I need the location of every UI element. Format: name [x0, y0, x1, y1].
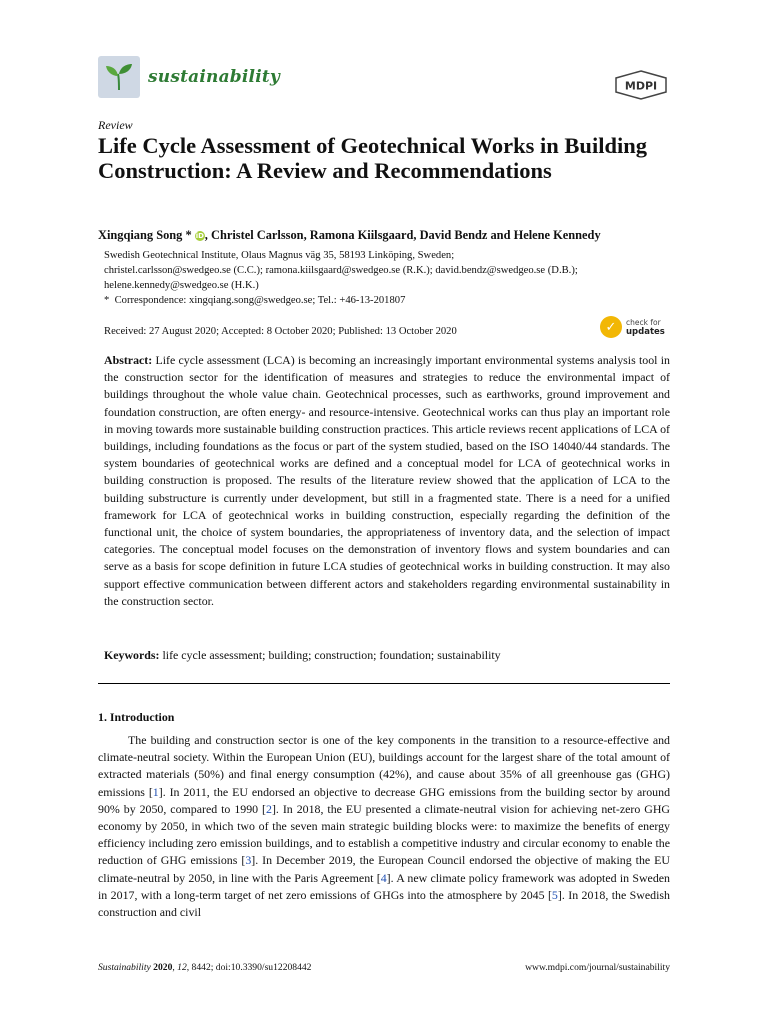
intro-text: ]. In December 2019, the European Council endorsed the objective of making the EU climate-neutral by 2050, in line with the Paris Agreement [: [98, 853, 670, 885]
affiliation-block: [104, 248, 674, 308]
intro-text: ]. A new climate policy framework was adopted in Sweden in 2017, with a long-term target of net zero emissions of GHGs into the atmosphere by 2045 [: [98, 870, 670, 902]
check-label: check for: [626, 317, 661, 327]
citation-footer: Sustainability 2020, 12, 8442; doi:10.3390/su12208442: [98, 962, 312, 973]
article-type: Review: [98, 118, 133, 132]
correspondence-text: Correspondence: xingqiang.song@swedgeo.se; Tel.: +46-13-201807: [114, 295, 406, 306]
intro-text: The building and construction sector is one of the key components in the transition to a resource-effective and climate-neutral society. Within the European Union (EU), buildings account for the largest share of the total amount of extracted materials (50%) and final energy consumption (42%), and cause about 35% of all greenhouse gas (GHG) emissions [: [98, 733, 670, 799]
citation-link[interactable]: 1: [152, 784, 159, 799]
footer-journal: Sustainability: [98, 962, 151, 973]
correspondence: [104, 293, 674, 308]
correspondence-marker: *: [104, 295, 110, 306]
affiliation-line: Swedish Geotechnical Institute, Olaus Magnus väg 35, 58193 Linköping, Sweden;: [104, 250, 455, 261]
citation-link[interactable]: 4: [380, 870, 387, 885]
footer-doi: , 8442; doi:10.3390/su12208442: [186, 962, 312, 973]
affiliation-emails: helene.kennedy@swedgeo.se (H.K.): [104, 280, 259, 291]
journal-url[interactable]: www.mdpi.com/journal/sustainability: [525, 962, 670, 973]
publication-dates: Received: 27 August 2020; Accepted: 8 October 2020; Published: 13 October 2020: [104, 326, 457, 337]
keywords-text: life cycle assessment; building; construction; foundation; sustainability: [159, 648, 501, 662]
intro-text: ]. In 2018, the Swedish construction and civil: [98, 887, 670, 920]
first-author[interactable]: Xingqiang Song: [98, 228, 183, 242]
check-for-updates-badge[interactable]: [600, 316, 665, 338]
check-icon: ✓: [600, 316, 622, 338]
mdpi-logo[interactable]: [614, 70, 668, 104]
footer-year: 2020: [153, 962, 173, 973]
paper-title: Life Cycle Assessment of Geotechnical Works in Building Construction: A Review and Recommendations: [98, 133, 647, 183]
footer-volume: 12: [177, 962, 187, 973]
section-heading: 1. Introduction: [98, 710, 175, 724]
other-authors: , Christel Carlsson, Ramona Kiilsgaard, David Bendz and Helene Kennedy: [204, 228, 601, 242]
journal-logo[interactable]: [98, 56, 280, 98]
orcid-icon[interactable]: iD: [195, 232, 204, 240]
intro-text: ]. In 2018, the EU presented a climate-neutral vision for achieving net-zero GHG economy by 2050, in which two of the seven main strategic building blocks were: to maximize the benefits of energy efficiency including zero emission buildings, and to establish a competitive industry and circular economy to enable the reduction of GHG emissions [: [98, 801, 670, 868]
citation-link[interactable]: 3: [245, 853, 252, 868]
abstract-text: Life cycle assessment (LCA) is becoming an increasingly important environmental systems analysis tool in the construction sector for the identification of measures and strategies to reduce the environmental impact of buildings throughout the whole value chain. Geotechnical processes, such as earthworks, ground improvement and foundation construction, are often energy- and resource-intensive. Geotechnical works can thus play an important role in moving towards more sustainable building construction practices. This article reviews recent applications of LCA of buildings, including foundations as the focus or part of the system studied, based on the ISO 14040/44 standards. The system boundaries of geotechnical works are defined and a conceptual model for LCA of geotechnical works in building construction is proposed. The results of the literature review showed that the application of LCA to the building substructure is currently under development, but still in a fragmented state. There is a need for a unified framework for LCA of geotechnical works in building construction, especially regarding the definition of the functional unit, the choice of system boundaries, the appropriateness of inventory data, and the selection of impact categories. The conceptual model focuses on the demonstration of inventory flows and system boundaries and can serve as a basis for scope definition in future LCA studies of geotechnical works in building construction. It may also support effective communication between different actors and stakeholders regarding environmental sustainability in the construction sector.: [104, 353, 670, 608]
section-divider: [98, 683, 670, 684]
intro-text: ]. In 2011, the EU endorsed an objective to decrease GHG emissions from the building sector by around 90% by 2050, compared to 1990 [: [98, 784, 671, 816]
abstract-label: Abstract:: [104, 353, 153, 367]
intro-paragraph: [98, 732, 670, 921]
updates-label: updates: [626, 326, 665, 337]
corresponding-marker: *: [185, 228, 192, 242]
sprout-icon: [98, 56, 140, 98]
abstract: [104, 352, 670, 610]
affiliation-emails: christel.carlsson@swedgeo.se (C.C.); ramona.kiilsgaard@swedgeo.se (R.K.); david.bendz@swedgeo.se (D.B.);: [104, 265, 578, 276]
journal-name: sustainability: [148, 67, 280, 87]
mdpi-logo-text: MDPI: [624, 79, 658, 93]
citation-link[interactable]: 2: [266, 801, 272, 816]
keywords: [104, 648, 670, 663]
citation-link[interactable]: 5: [551, 887, 558, 902]
author-list: [98, 228, 678, 243]
keywords-label: Keywords:: [104, 648, 160, 662]
